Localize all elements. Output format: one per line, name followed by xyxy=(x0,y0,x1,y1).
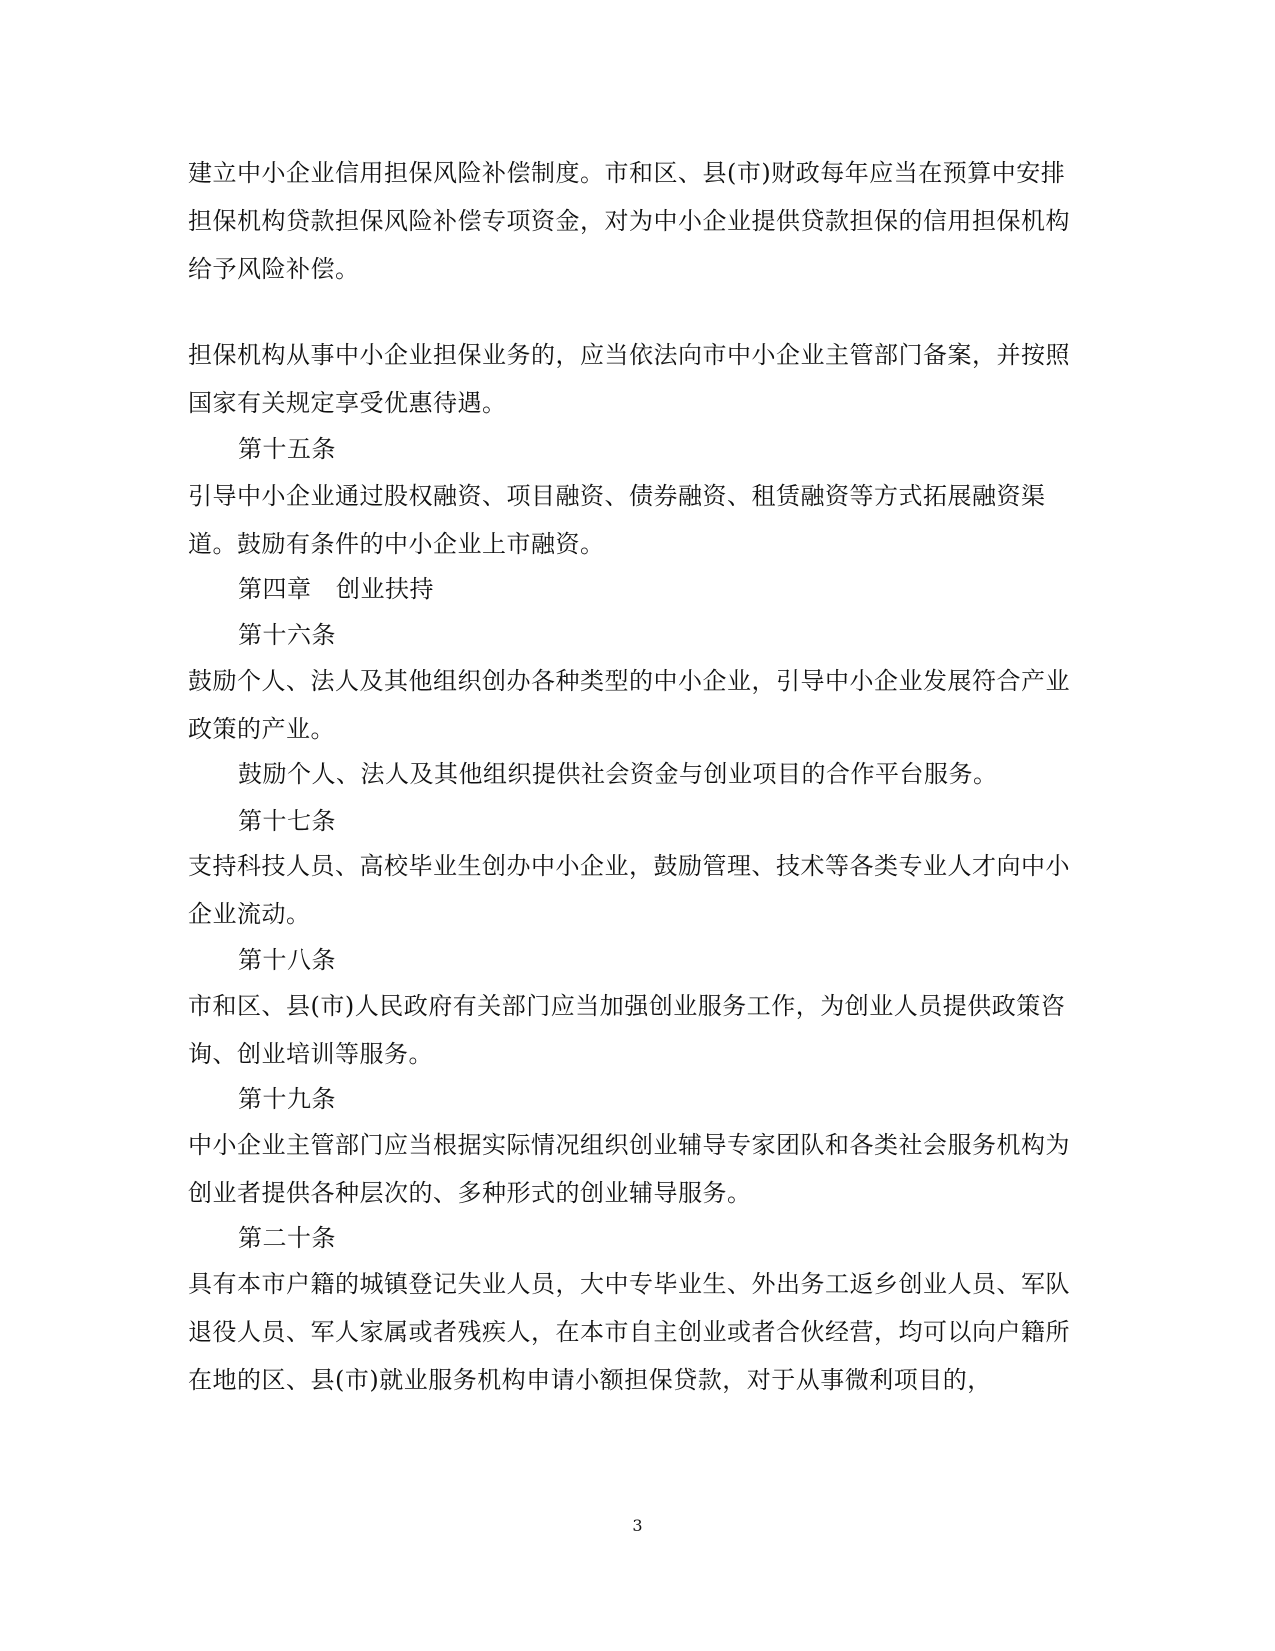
paragraph-guarantee-risk-compensation: 建立中小企业信用担保风险补偿制度。市和区、县(市)财政每年应当在预算中安排担保机构贷款担保风险补偿专项资金，对为中小企业提供贷款担保的信用担保机构给予风险补偿。 xyxy=(188,159,1070,283)
paragraph-article-16-a: 鼓励个人、法人及其他组织创办各种类型的中小企业，引导中小企业发展符合产业政策的产业。 xyxy=(188,667,1070,743)
article-heading-15: 第十五条 xyxy=(238,435,336,463)
article-heading-18: 第十八条 xyxy=(238,946,336,974)
paragraph-article-20: 具有本市户籍的城镇登记失业人员，大中专毕业生、外出务工返乡创业人员、军队退役人员、军人家属或者残疾人，在本市自主创业或者合伙经营，均可以向户籍所在地的区、县(市)就业服务机构申请小额担保贷款，对于从事微利项目的， xyxy=(188,1270,1070,1394)
page-number: 3 xyxy=(632,1516,643,1535)
article-heading-17: 第十七条 xyxy=(238,807,336,835)
paragraph-guarantee-filing: 担保机构从事中小企业担保业务的，应当依法向市中小企业主管部门备案，并按照国家有关规定享受优惠待遇。 xyxy=(188,341,1070,417)
paragraph-article-18: 市和区、县(市)人民政府有关部门应当加强创业服务工作，为创业人员提供政策咨询、创业培训等服务。 xyxy=(188,992,1066,1068)
paragraph-article-17: 支持科技人员、高校毕业生创办中小企业，鼓励管理、技术等各类专业人才向中小企业流动。 xyxy=(188,852,1070,928)
paragraph-article-16-b: 鼓励个人、法人及其他组织提供社会资金与创业项目的合作平台服务。 xyxy=(238,760,998,788)
paragraph-article-15: 引导中小企业通过股权融资、项目融资、债券融资、租赁融资等方式拓展融资渠道。鼓励有条件的中小企业上市融资。 xyxy=(188,482,1046,558)
article-heading-19: 第十九条 xyxy=(238,1085,336,1113)
article-heading-16: 第十六条 xyxy=(238,621,336,649)
chapter-heading-4: 第四章 创业扶持 xyxy=(238,575,434,603)
paragraph-article-19: 中小企业主管部门应当根据实际情况组织创业辅导专家团队和各类社会服务机构为创业者提供各种层次的、多种形式的创业辅导服务。 xyxy=(188,1131,1070,1207)
article-heading-20: 第二十条 xyxy=(238,1224,336,1252)
